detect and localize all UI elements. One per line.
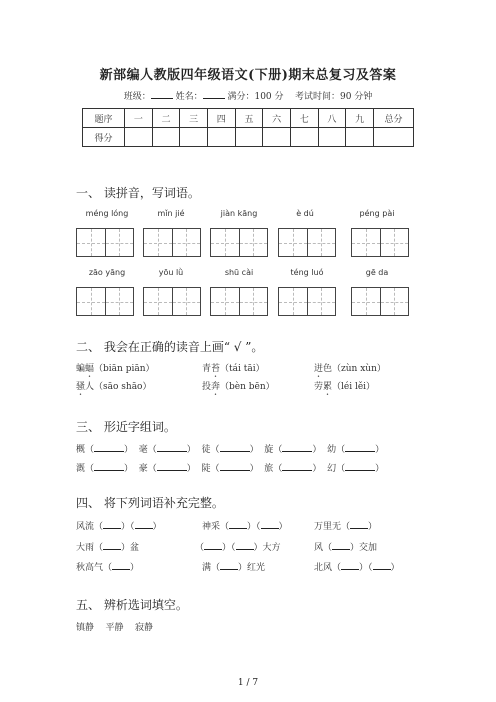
idiom-item: 满（ ）红光 bbox=[202, 560, 265, 573]
answer-blank[interactable] bbox=[157, 442, 187, 452]
idiom-item: （ ）（ ）大方 bbox=[195, 540, 281, 553]
pinyin: zāo yāng bbox=[88, 268, 126, 277]
score-cell[interactable] bbox=[152, 128, 180, 147]
writing-grid[interactable] bbox=[351, 228, 409, 257]
answer-blank[interactable] bbox=[103, 519, 121, 529]
score-table bbox=[82, 108, 414, 147]
score-cell[interactable] bbox=[235, 128, 263, 147]
pronunciation-item: 青苔（tái tāi） bbox=[202, 364, 265, 374]
answer-blank[interactable] bbox=[345, 461, 375, 471]
score-header-cell: 五 bbox=[235, 109, 263, 128]
answer-blank[interactable] bbox=[112, 560, 130, 570]
score-cell[interactable] bbox=[180, 128, 208, 147]
pinyin: gē da bbox=[365, 268, 389, 277]
idiom-item: 神采（ ）（ ） bbox=[202, 519, 288, 532]
idiom-item: 大雨（ ）盆 bbox=[76, 540, 139, 553]
pinyin: téng luó bbox=[290, 268, 324, 277]
answer-blank[interactable] bbox=[94, 461, 124, 471]
pronunciation-item: 投奔（bèn bēn） bbox=[202, 382, 275, 392]
answer-blank[interactable] bbox=[332, 540, 350, 550]
answer-blank[interactable] bbox=[345, 442, 375, 452]
answer-blank[interactable] bbox=[350, 519, 368, 529]
section-3-heading: 三、 形近字组词。 bbox=[76, 420, 176, 434]
writing-grid[interactable] bbox=[210, 228, 268, 257]
pinyin: jiàn kāng bbox=[220, 209, 258, 218]
score-header-row bbox=[83, 109, 414, 128]
score-header-cell: 九 bbox=[346, 109, 374, 128]
pinyin: shū cài bbox=[224, 268, 254, 277]
section-4-heading: 四、 将下列词语补充完整。 bbox=[76, 496, 224, 510]
idiom-item: 北风（ ）（ ） bbox=[314, 560, 400, 573]
class-blank[interactable] bbox=[151, 89, 173, 99]
pronunciation-item: 蝙蝠（biān piān） bbox=[76, 364, 155, 374]
writing-grid[interactable] bbox=[143, 228, 201, 257]
pinyin: yōu lǜ bbox=[158, 268, 184, 277]
score-header-cell: 一 bbox=[125, 109, 153, 128]
class-label: 班级： bbox=[123, 92, 151, 102]
section-1-heading: 一、 读拼音，写词语。 bbox=[76, 186, 200, 200]
writing-grid[interactable] bbox=[278, 287, 336, 316]
score-cell[interactable] bbox=[207, 128, 235, 147]
name-blank[interactable] bbox=[203, 89, 225, 99]
score-header-cell: 二 bbox=[152, 109, 180, 128]
answer-blank[interactable] bbox=[373, 560, 391, 570]
word-choices bbox=[76, 620, 153, 633]
answer-blank[interactable] bbox=[135, 519, 153, 529]
answer-blank[interactable] bbox=[282, 442, 312, 452]
writing-grid[interactable] bbox=[351, 287, 409, 316]
idiom-item: 风流（ ）（ ） bbox=[76, 519, 162, 532]
pinyin: è dú bbox=[296, 209, 314, 218]
pronunciation-item: 骚人（sāo shāo） bbox=[76, 382, 152, 392]
score-cell[interactable] bbox=[290, 128, 318, 147]
writing-grid[interactable] bbox=[143, 287, 201, 316]
answer-blank[interactable] bbox=[229, 519, 247, 529]
page-title: 新部编人教版四年级语文(下册)期末总复习及答案 bbox=[99, 68, 397, 83]
answer-blank[interactable] bbox=[157, 461, 187, 471]
word-group-row: 概（ ） 毫（ ） 徒（ ） 旋（ ） 幼（ ） bbox=[76, 442, 384, 455]
score-header-cell: 题序 bbox=[83, 109, 125, 128]
writing-grid[interactable] bbox=[210, 287, 268, 316]
section-2-heading: 二、 我会在正确的读音上画“ √ ”。 bbox=[76, 340, 264, 354]
score-header-cell: 七 bbox=[290, 109, 318, 128]
word-group-row: 溉（ ） 豪（ ） 陡（ ） 旅（ ） 幻（ ） bbox=[76, 461, 384, 474]
page-number: 1 / 7 bbox=[237, 678, 259, 688]
pinyin: péng pài bbox=[359, 209, 395, 218]
score-cell[interactable] bbox=[346, 128, 374, 147]
full-score: 满分：100 分 bbox=[227, 92, 284, 102]
score-cell[interactable] bbox=[263, 128, 291, 147]
answer-blank[interactable] bbox=[220, 442, 250, 452]
answer-blank[interactable] bbox=[261, 519, 279, 529]
answer-blank[interactable] bbox=[220, 461, 250, 471]
answer-blank[interactable] bbox=[103, 540, 121, 550]
score-cell[interactable] bbox=[318, 128, 346, 147]
idiom-item: 风（ ）交加 bbox=[314, 540, 377, 553]
answer-blank[interactable] bbox=[236, 540, 254, 550]
score-cell[interactable] bbox=[374, 128, 414, 147]
score-header-cell: 八 bbox=[318, 109, 346, 128]
answer-blank[interactable] bbox=[341, 560, 359, 570]
pinyin: mǐn jié bbox=[157, 209, 185, 218]
answer-blank[interactable] bbox=[282, 461, 312, 471]
answer-blank[interactable] bbox=[220, 560, 238, 570]
idiom-item: 万里无（ ） bbox=[314, 519, 377, 532]
score-cell[interactable] bbox=[125, 128, 153, 147]
writing-grid[interactable] bbox=[278, 228, 336, 257]
exam-info bbox=[0, 89, 496, 102]
writing-grid[interactable] bbox=[76, 228, 134, 257]
exam-time: 考试时间：90 分钟 bbox=[294, 92, 373, 102]
section-5-heading: 五、 辨析选词填空。 bbox=[76, 598, 188, 612]
name-label: 姓名： bbox=[175, 92, 203, 102]
writing-grid[interactable] bbox=[76, 287, 134, 316]
pinyin: méng lóng bbox=[85, 209, 129, 218]
answer-blank[interactable] bbox=[94, 442, 124, 452]
score-header-cell: 三 bbox=[180, 109, 208, 128]
score-header-cell: 四 bbox=[207, 109, 235, 128]
word-choice: 寂静 bbox=[134, 623, 153, 633]
score-value-row bbox=[83, 128, 414, 147]
pronunciation-item: 迸色（zùn xùn） bbox=[314, 364, 386, 374]
score-row-label: 得分 bbox=[83, 128, 125, 147]
idiom-item: 秋高气（ ） bbox=[76, 560, 139, 573]
pronunciation-item: 劳累（léi lěi） bbox=[314, 382, 376, 392]
answer-blank[interactable] bbox=[204, 540, 222, 550]
word-choice: 镇静 bbox=[76, 623, 95, 633]
score-header-cell: 六 bbox=[263, 109, 291, 128]
word-choice: 平静 bbox=[105, 623, 124, 633]
score-header-cell: 总分 bbox=[374, 109, 414, 128]
